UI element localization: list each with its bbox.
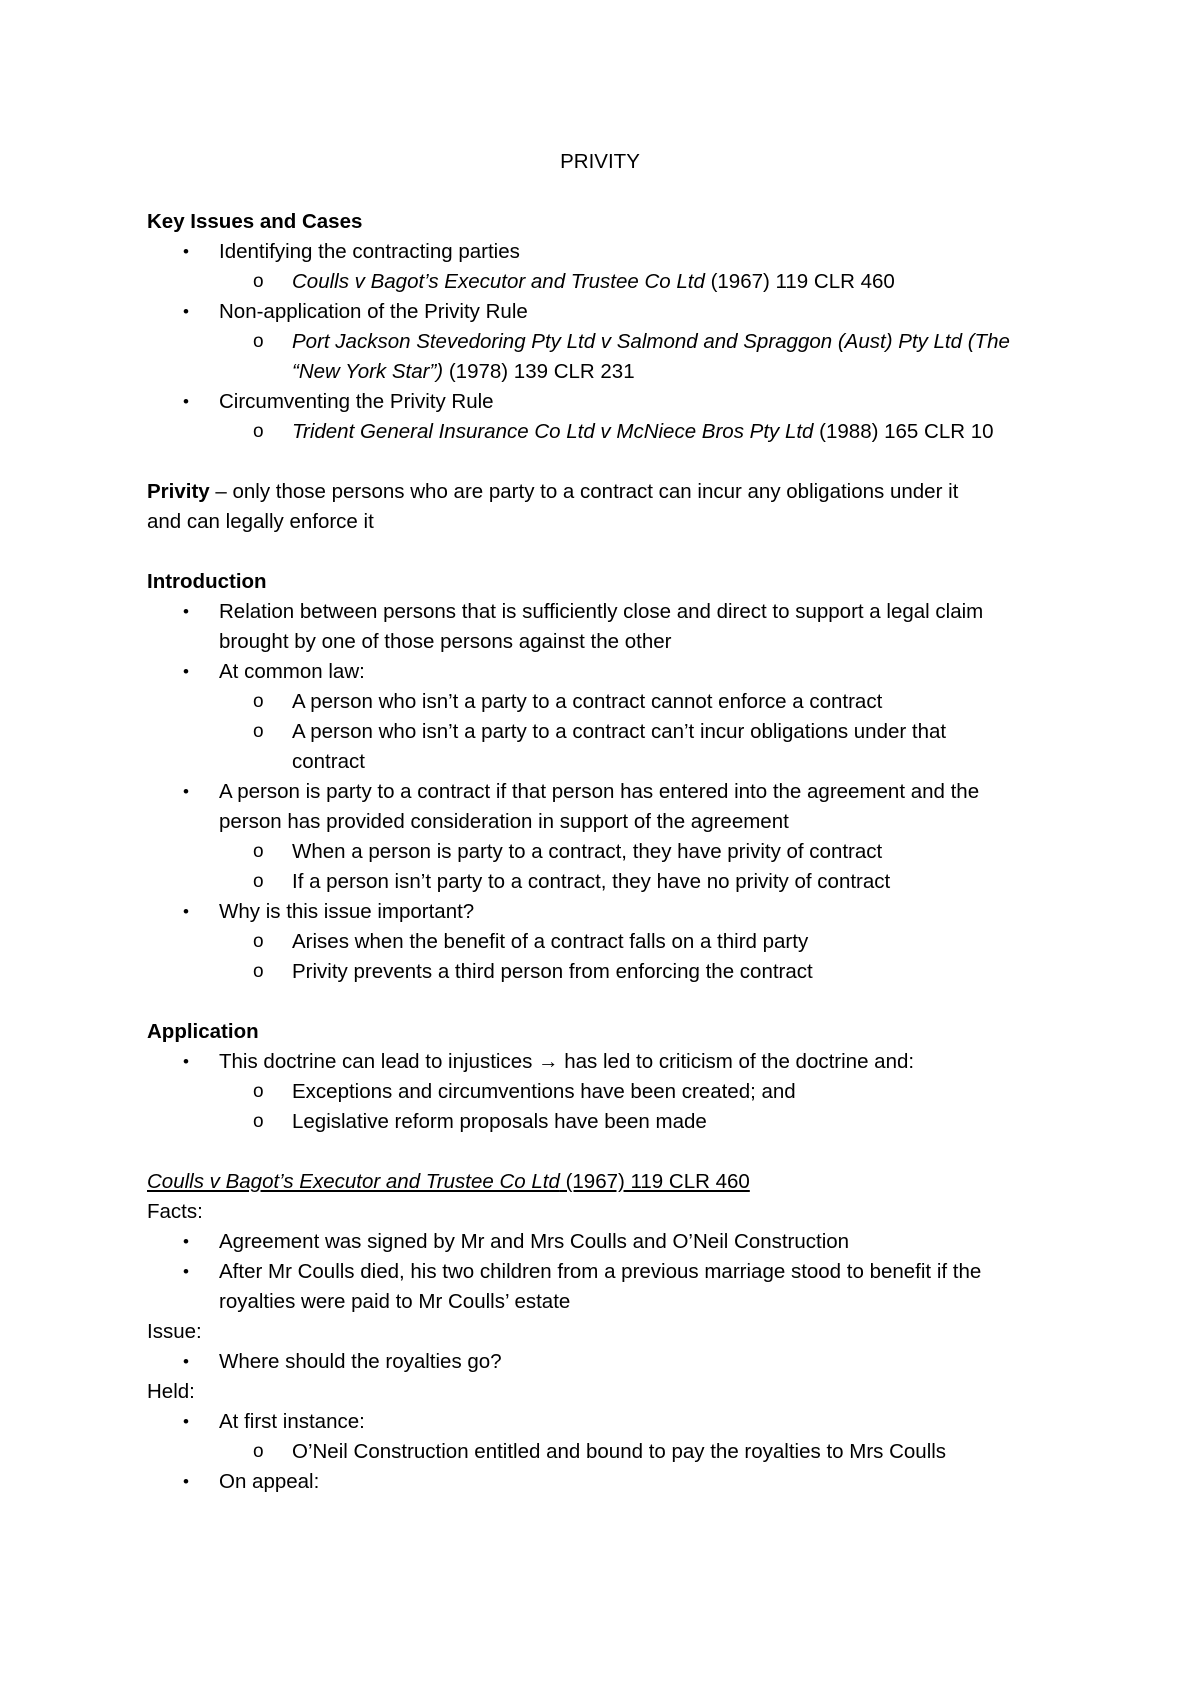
list-item-text: has led to criticism of the doctrine and: [558, 1050, 915, 1073]
case-name: Trident General Insurance Co Ltd v McNiece Bros Pty Ltd [292, 420, 814, 443]
bullet-icon: • [183, 1412, 189, 1431]
list-item: Legislative reform proposals have been made [292, 1110, 707, 1133]
list-item: Agreement was signed by Mr and Mrs Coulls and O’Neil Construction [219, 1230, 850, 1253]
case-reference [292, 357, 635, 387]
list-item: Why is this issue important? [219, 900, 475, 923]
case-name: Coulls v Bagot’s Executor and Trustee Co Ltd [292, 270, 705, 293]
sub-bullet-icon: o [253, 691, 264, 712]
case-citation: (1967) 119 CLR 460 [704, 270, 895, 293]
sub-bullet-icon: o [253, 1111, 264, 1132]
key-issues-heading: Key Issues and Cases [147, 210, 363, 233]
list-item: Privity prevents a third person from enforcing the contract [292, 960, 813, 983]
list-item: When a person is party to a contract, they have privity of contract [292, 840, 883, 863]
sub-bullet-icon: o [253, 271, 264, 292]
list-item: If a person isn’t party to a contract, they have no privity of contract [292, 870, 891, 893]
bullet-icon: • [183, 662, 189, 681]
list-item: brought by one of those persons against the other [219, 630, 672, 653]
bullet-icon: • [183, 302, 189, 321]
list-item: At first instance: [219, 1410, 365, 1433]
bullet-icon: • [183, 242, 189, 261]
bullet-icon: • [183, 1262, 189, 1281]
sub-bullet-icon: o [253, 331, 264, 352]
facts-label: Facts: [147, 1200, 203, 1223]
list-item: After Mr Coulls died, his two children from a previous marriage stood to benefit if the [219, 1260, 982, 1283]
case-reference [292, 417, 994, 447]
sub-bullet-icon: o [253, 1441, 264, 1462]
list-item: person has provided consideration in support of the agreement [219, 810, 789, 833]
sub-bullet-icon: o [253, 931, 264, 952]
privity-definition [147, 477, 958, 507]
held-label: Held: [147, 1380, 195, 1403]
sub-bullet-icon: o [253, 421, 264, 442]
bullet-icon: • [183, 1472, 189, 1491]
list-item: At common law: [219, 660, 365, 683]
bullet-icon: • [183, 1352, 189, 1371]
list-item: A person is party to a contract if that person has entered into the agreement and the [219, 780, 980, 803]
definition-text: and can legally enforce it [147, 510, 374, 533]
document-title: PRIVITY [560, 150, 640, 173]
case-name: Port Jackson Stevedoring Pty Ltd v Salmond and Spraggon (Aust) Pty Ltd (The [292, 330, 1010, 353]
case-citation: (1967) 119 CLR 460 [559, 1170, 750, 1193]
sub-bullet-icon: o [253, 841, 264, 862]
bullet-icon: • [183, 782, 189, 801]
bullet-icon: • [183, 1052, 189, 1071]
sub-bullet-icon: o [253, 721, 264, 742]
bullet-icon: • [183, 1232, 189, 1251]
arrow-right-icon: → [538, 1050, 559, 1073]
list-item-text: This doctrine can lead to injustices [219, 1050, 539, 1073]
list-item: Arises when the benefit of a contract falls on a third party [292, 930, 809, 953]
key-issue-item: Non-application of the Privity Rule [219, 300, 528, 323]
bullet-icon: • [183, 902, 189, 921]
case-name: Coulls v Bagot’s Executor and Trustee Co Ltd [147, 1170, 560, 1193]
list-item: Where should the royalties go? [219, 1350, 502, 1373]
list-item: A person who isn’t a party to a contract can’t incur obligations under that [292, 720, 947, 743]
case-citation: (1978) 139 CLR 231 [443, 360, 635, 383]
case-name: “New York Star”) [292, 360, 444, 383]
sub-bullet-icon: o [253, 1081, 264, 1102]
key-issue-item: Identifying the contracting parties [219, 240, 520, 263]
list-item: A person who isn’t a party to a contract cannot enforce a contract [292, 690, 883, 713]
definition-term: Privity [147, 480, 210, 503]
list-item: contract [292, 750, 365, 773]
list-item [219, 1047, 914, 1077]
case-heading [147, 1167, 750, 1197]
bullet-icon: • [183, 602, 189, 621]
list-item: royalties were paid to Mr Coulls’ estate [219, 1290, 571, 1313]
list-item: O’Neil Construction entitled and bound to pay the royalties to Mrs Coulls [292, 1440, 947, 1463]
introduction-heading: Introduction [147, 570, 267, 593]
sub-bullet-icon: o [253, 871, 264, 892]
key-issue-item: Circumventing the Privity Rule [219, 390, 494, 413]
issue-label: Issue: [147, 1320, 202, 1343]
definition-text: – only those persons who are party to a contract can incur any obligations under it [209, 480, 959, 503]
list-item: Exceptions and circumventions have been created; and [292, 1080, 796, 1103]
case-reference [292, 267, 895, 297]
sub-bullet-icon: o [253, 961, 264, 982]
application-heading: Application [147, 1020, 259, 1043]
list-item: Relation between persons that is sufficiently close and direct to support a legal claim [219, 600, 984, 623]
bullet-icon: • [183, 392, 189, 411]
case-citation: (1988) 165 CLR 10 [813, 420, 994, 443]
list-item: On appeal: [219, 1470, 320, 1493]
